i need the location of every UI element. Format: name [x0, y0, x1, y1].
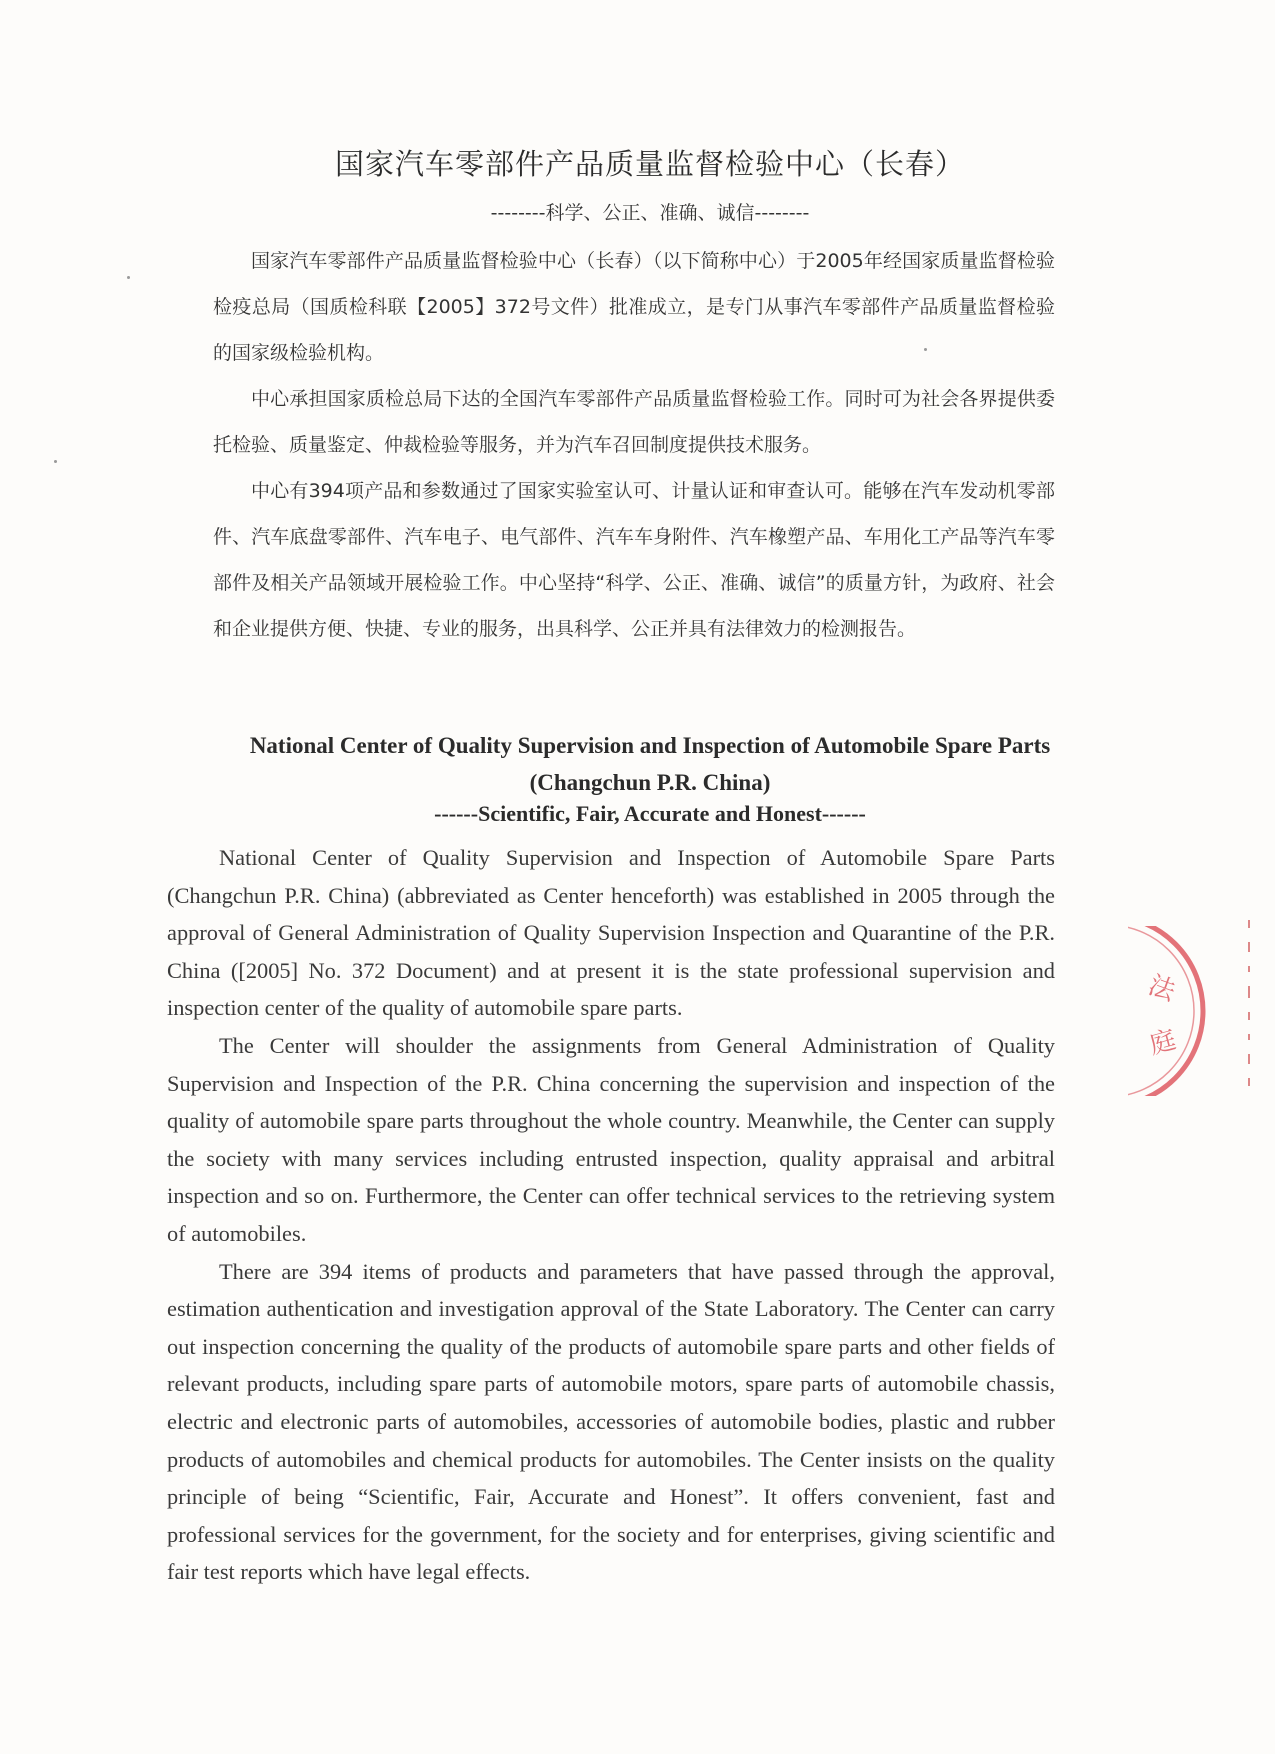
- scan-speck: [924, 348, 927, 351]
- english-title: [150, 727, 1150, 801]
- english-motto: ------Scientific, Fair, Accurate and Honest------: [434, 801, 866, 826]
- english-paragraph-3: There are 394 items of products and parameters that have passed through the approval, estimation authentication and investigation approval of the State Laboratory. The Center can carry out inspection concerning the quality of the products of automobile spare parts and other fields of relevant products, including spare parts of automobile motors, spare parts of automobile chassis, electric and electronic parts of automobiles, accessories of automobile bodies, plastic and rubber products of automobiles and chemical products for automobiles. The Center insists on the quality principle of being “Scientific, Fair, Accurate and Honest”. It offers convenient, fast and professional services for the government, for the society and for enterprises, giving scientific and fair test reports which have legal effects.: [167, 1258, 1055, 1585]
- english-paragraph-2: The Center will shoulder the assignments from General Administration of Quality Supervision and Inspection of the P.R. China concerning the supervision and inspection of the quality of automobile spare parts throughout the whole country. Meanwhile, the Center can supply the society with many services including entrusted inspection, quality appraisal and arbitral inspection and so on. Furthermore, the Center can offer technical services to the retrieving system of automobiles.: [167, 1032, 1055, 1246]
- english-title-line-1: National Center of Quality Supervision and Inspection of Automobile Spare Parts: [249, 733, 1051, 758]
- seal-text: 法: [1144, 970, 1180, 1008]
- scan-speck: [54, 460, 57, 463]
- chinese-paragraph-3: 中心有394项产品和参数通过了国家实验室认可、计量认证和审查认可。能够在汽车发动机零部件、汽车底盘零部件、汽车电子、电气部件、汽车车身附件、汽车橡塑产品、车用化工产品等汽车零部件及相关产品领域开展检验工作。中心坚持“科学、公正、准确、诚信”的质量方针，为政府、社会和企业提供方便、快捷、专业的服务，出具科学、公正并具有法律效力的检测报告。: [213, 480, 1055, 640]
- seal-text-2: 庭: [1146, 1024, 1180, 1061]
- margin-tick-marks: [1246, 920, 1252, 1140]
- english-paragraph-1: National Center of Quality Supervision and Inspection of Automobile Spare Parts (Changchun P.R. China) (abbreviated as Center henceforth) was established in 2005 through the approval of General Administration of Quality Supervision Inspection and Quarantine of the P.R. China ([2005] No. 372 Document) and at present it is the state professional supervision and inspection center of the quality of automobile spare parts.: [167, 845, 1055, 1021]
- seal-stamp: [1128, 926, 1208, 1096]
- chinese-paragraph-1: 国家汽车零部件产品质量监督检验中心（长春）（以下简称中心）于2005年经国家质量监督检验检疫总局（国质检科联【2005】372号文件）批准成立，是专门从事汽车零部件产品质量监督检验的国家级检验机构。: [213, 250, 1055, 364]
- english-title-line-2: (Changchun P.R. China): [529, 770, 771, 795]
- chinese-title: 国家汽车零部件产品质量监督检验中心（长春）: [334, 147, 965, 181]
- chinese-motto: --------科学、公正、准确、诚信--------: [490, 202, 810, 224]
- chinese-paragraph-2: 中心承担国家质检总局下达的全国汽车零部件产品质量监督检验工作。同时可为社会各界提供委托检验、质量鉴定、仲裁检验等服务，并为汽车召回制度提供技术服务。: [213, 388, 1055, 456]
- scan-speck: [127, 276, 130, 279]
- chinese-body: [213, 238, 1055, 652]
- english-body: [167, 839, 1055, 1591]
